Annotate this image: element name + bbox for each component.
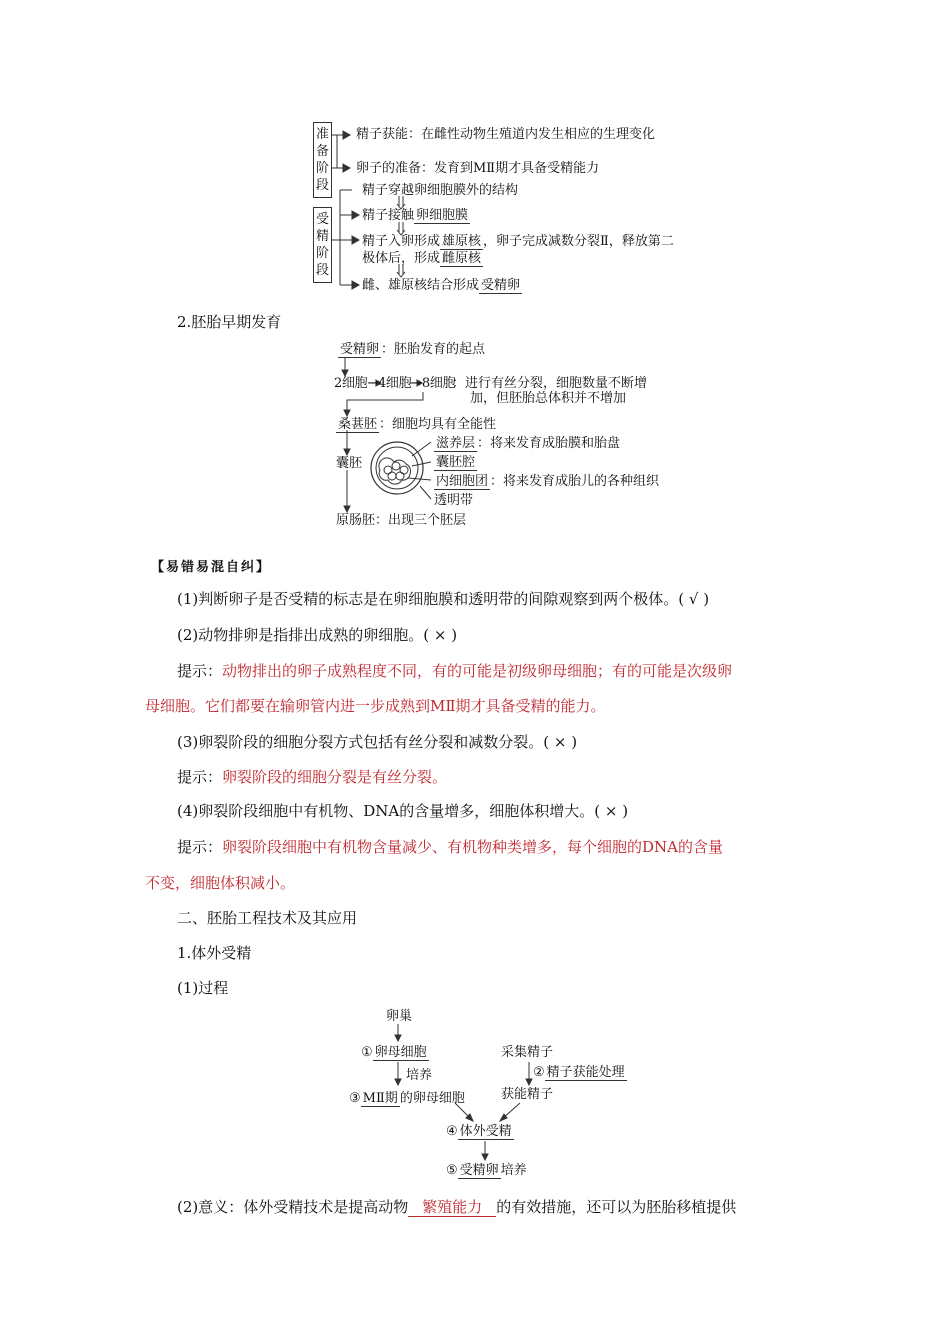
quiz-hint-2-line2: 母细胞。它们都要在输卵管内进一步成熟到MⅡ期才具备受精的能力。 <box>145 697 606 715</box>
blastocyst-label: 囊胚 <box>336 456 363 471</box>
prep-item-sperm: 精子获能：在雌性动物生殖道内发生相应的生理变化 <box>356 127 656 142</box>
blastocoel-blank: 囊胚腔 <box>436 455 476 470</box>
fert-step-3-line2: 极体后，形成 雌原核 <box>362 251 482 266</box>
quiz-q1: (1)判断卵子是否受精的标志是在卵细胞膜和透明带的间隙观察到两个极体。( √ ) <box>177 590 710 608</box>
process-title: (1)过程 <box>177 979 229 997</box>
section-title-embryo-development: 2.胚胎早期发育 <box>177 313 282 331</box>
prep-item-egg: 卵子的准备：发育到MⅡ期才具备受精能力 <box>356 161 600 176</box>
quiz-hint-4-line2: 不变，细胞体积减小。 <box>145 874 296 892</box>
subsection-ivf: 1.体外受精 <box>177 944 252 962</box>
quiz-hint-4-line1: 提示：卵裂阶段细胞中有机物含量减少、有机物种类增多，每个细胞的DNA的含量 <box>177 838 724 856</box>
morula-blank: 桑葚胚 <box>338 417 378 432</box>
fert-step-2: 精子接触 卵细胞膜 <box>362 208 469 223</box>
fert-step-2-blank: 卵细胞膜 <box>416 208 469 223</box>
ivf-culture: 培养 <box>406 1068 433 1083</box>
fert-step-4: 雌、雄原核结合形成 受精卵 <box>362 278 521 293</box>
ivf-step2: ② 精子获能处理 <box>533 1065 625 1080</box>
section-title-embryo-engineering: 二、胚胎工程技术及其应用 <box>177 909 358 927</box>
ivf-step3: ③ MⅡ期 的卵母细胞 <box>349 1091 465 1106</box>
fert-step-3: 精子入卵形成 雄原核 ，卵子完成减数分裂Ⅱ，释放第二 <box>362 234 674 249</box>
embryo-zygote: 受精卵 ：胚胎发育的起点 <box>340 342 486 357</box>
trophoblast-blank: 滋养层 <box>436 436 476 451</box>
ivf-step4: ④ 体外受精 <box>446 1124 512 1139</box>
ivf-significance: (2)意义：体外受精技术是提高动物 繁殖能力 的有效措施，还可以为胚胎移植提供 <box>177 1198 737 1216</box>
cleavage-stages: 2细胞→4细胞→8细胞 <box>334 376 456 391</box>
ivf-step3-blank: MⅡ期 <box>362 1091 398 1106</box>
fert-stage-label: 受 精 阶 段 <box>315 212 329 278</box>
quiz-q2: (2)动物排卵是指排出成熟的卵细胞。( × ) <box>177 626 458 644</box>
prep-stage-label: 准 备 阶 段 <box>315 127 329 193</box>
ivf-collect-sperm: 采集精子 <box>501 1045 554 1060</box>
ivf-step1: ① 卵母细胞 <box>361 1045 427 1060</box>
quiz-q3: (3)卵裂阶段的细胞分裂方式包括有丝分裂和减数分裂。( × ) <box>177 733 578 751</box>
ivf-step5-blank: 受精卵 <box>459 1163 499 1178</box>
quiz-title: 【易错易混自纠】 <box>151 560 272 575</box>
ivf-step1-blank: 卵母细胞 <box>374 1045 427 1060</box>
trophoblast-line: 滋养层 ：将来发育成胎膜和胎盘 <box>436 436 621 451</box>
cleavage-text-line2: 加，但胚胎总体积并不增加 <box>470 391 627 406</box>
fert-step-1: 精子穿越卵细胞膜外的结构 <box>362 183 519 198</box>
significance-blank: 繁殖能力 <box>408 1198 496 1217</box>
embryo-morula: 桑葚胚 ：细胞均具有全能性 <box>338 417 497 432</box>
quiz-hint-2-line1: 提示：动物排出的卵子成熟程度不同，有的可能是初级卵母细胞；有的可能是次级卵 <box>177 662 733 680</box>
zona-pellucida-label: 透明带 <box>434 493 474 508</box>
hint-label: 提示： <box>177 838 223 856</box>
fert-step-4-blank: 受精卵 <box>481 278 521 293</box>
ivf-step4-blank: 体外受精 <box>459 1124 512 1139</box>
hint-label: 提示： <box>177 662 223 680</box>
ivf-ovary: 卵巢 <box>386 1009 413 1024</box>
fert-step-3-blank: 雄原核 <box>442 234 482 249</box>
fert-step-3-line2-blank: 雌原核 <box>442 251 482 266</box>
gastrula-line: 原肠胚：出现三个胚层 <box>336 513 467 528</box>
quiz-q4: (4)卵裂阶段细胞中有机物、DNA的含量增多，细胞体积增大。( × ) <box>177 802 629 820</box>
hint-label: 提示： <box>177 768 223 786</box>
zygote-blank: 受精卵 <box>340 342 380 357</box>
icm-line: 内细胞团 ：将来发育成胎儿的各种组织 <box>436 474 660 489</box>
icm-blank: 内细胞团 <box>436 474 489 489</box>
ivf-step2-blank: 精子获能处理 <box>546 1065 625 1080</box>
ivf-step5: ⑤ 受精卵 培养 <box>446 1163 527 1178</box>
cleavage-text-line1: ：进行有丝分裂，细胞数量不断增 <box>452 376 648 391</box>
quiz-hint-3: 提示：卵裂阶段的细胞分裂是有丝分裂。 <box>177 768 448 786</box>
ivf-capacitated-sperm: 获能精子 <box>501 1087 554 1102</box>
